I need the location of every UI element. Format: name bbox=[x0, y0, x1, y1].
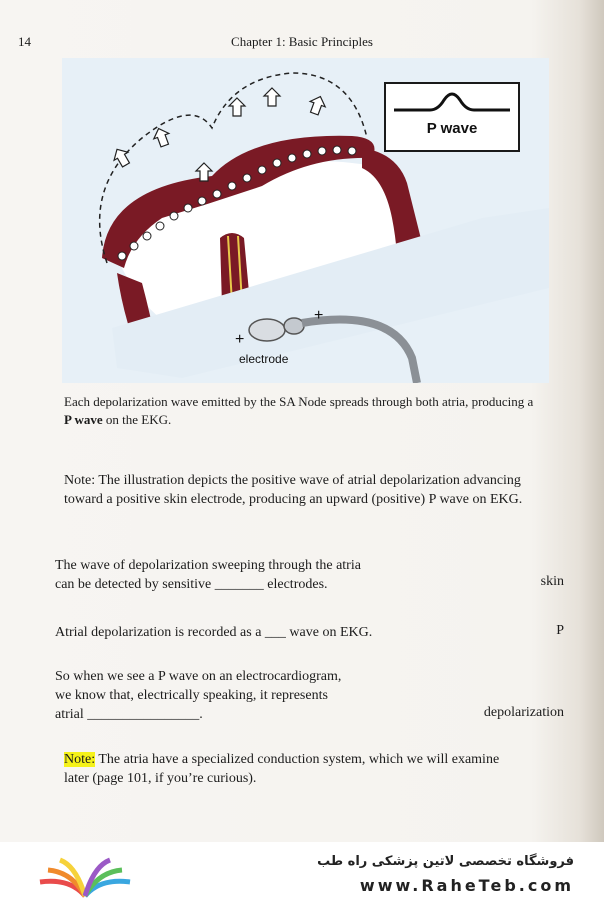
question-2: Atrial depolarization is recorded as a ___ wave on EKG. bbox=[55, 625, 373, 640]
store-url[interactable]: www.RaheTeb.com bbox=[359, 876, 574, 895]
conduction-note bbox=[64, 750, 524, 788]
illustration-note: Note: The illustration depicts the positive wave of atrial depolarization advancing toward a positive skin electrode, producing an upward (positive) P wave on EKG. bbox=[64, 473, 523, 507]
book-logo-icon bbox=[30, 848, 140, 904]
question-1: The wave of depolarization sweeping through the atria can be detected by sensitive _______ electrodes. bbox=[55, 558, 361, 592]
svg-text:+: + bbox=[314, 307, 324, 324]
caption-text: Each depolarization wave emitted by the SA Node spreads through both atria, producing a bbox=[64, 394, 534, 409]
p-wave-inset bbox=[384, 82, 520, 152]
note-highlight-label: Note: bbox=[64, 752, 96, 767]
page-number: 14 bbox=[18, 34, 31, 49]
store-title: فروشگاه تخصصی لاتین پزشکی راه طب bbox=[317, 854, 574, 869]
question-3: So when we see a P wave on an electrocardiogram, we know that, electrically speaking, it represents atrial ________________. bbox=[55, 669, 342, 722]
footer-banner bbox=[0, 842, 604, 906]
atrial-depolarization-figure bbox=[62, 58, 549, 383]
svg-text:+: + bbox=[235, 331, 245, 348]
answer-1: skin bbox=[540, 574, 564, 589]
caption-bold-term: P wave bbox=[64, 412, 103, 427]
conduction-note-text: The atria have a specialized conduction system, which we will examine later (page 101, if you’re curious). bbox=[64, 752, 500, 786]
p-wave-label: P wave bbox=[426, 120, 478, 137]
running-head: Chapter 1: Basic Principles bbox=[231, 34, 373, 49]
answer-3: depolarization bbox=[483, 705, 564, 720]
answer-2: P bbox=[556, 623, 564, 638]
electrode-label: electrode bbox=[239, 352, 289, 366]
p-wave-trace bbox=[386, 84, 518, 124]
caption-text-end: on the EKG. bbox=[102, 412, 172, 427]
figure-caption bbox=[64, 393, 534, 429]
